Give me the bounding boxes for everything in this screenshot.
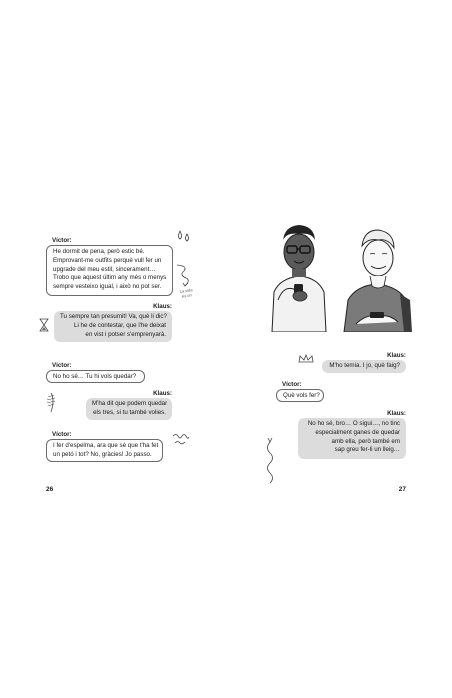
feather-icon xyxy=(46,392,56,414)
page-number: 27 xyxy=(398,486,406,493)
scribble-icon xyxy=(172,432,190,446)
incoming-message-bubble xyxy=(86,398,172,420)
hourglass-icon xyxy=(38,318,50,332)
outgoing-message-bubble xyxy=(276,389,324,402)
message-line: upgrade del meu estil, sincerament… xyxy=(53,265,156,273)
incoming-message-bubble xyxy=(298,418,406,459)
outgoing-message-bubble xyxy=(46,439,163,462)
doodle-note: La vida és un xyxy=(179,287,193,299)
message-line: sap greu fer-li un lleig… xyxy=(334,446,400,454)
message-line: Trobo que aquest últim any més o menys xyxy=(53,274,167,282)
message-line: M'ha dit que podem quedar xyxy=(92,400,168,407)
message-line: especialment ganes de quedar xyxy=(315,428,400,436)
speaker-label: Víctor: xyxy=(52,362,72,369)
message-line: M'ho temia. I jo, què faig? xyxy=(329,362,400,369)
page-number: 26 xyxy=(46,486,54,493)
incoming-message-bubble xyxy=(54,311,172,342)
speaker-label: Klaus: xyxy=(153,390,172,397)
message-line: I fer d'espelma, ara que sé que t'ha fet xyxy=(53,442,159,449)
two-boys-with-phones-illustration xyxy=(266,220,426,332)
message-line: Què vols fer? xyxy=(283,392,320,399)
right-page xyxy=(226,0,452,698)
message-line: Li he de contestar, que l'he deixat xyxy=(74,321,166,329)
message-line: Tu sempre tan presumit! Va, què li dic? xyxy=(60,313,167,320)
message-line: No ho sé, bro… O sigui…, no tinc xyxy=(307,420,400,427)
message-line: amb ella, però també em xyxy=(331,437,400,445)
message-line: sempre vesteixo igual, i això no pot ser. xyxy=(53,283,162,291)
crown-icon xyxy=(298,354,314,364)
speaker-label: Klaus: xyxy=(387,410,406,417)
outgoing-message-bubble xyxy=(46,245,173,296)
message-line: un petó i tot? No, gràcies! Jo passo. xyxy=(53,450,152,458)
speaker-label: Víctor: xyxy=(52,237,72,244)
speaker-label: Víctor: xyxy=(52,431,72,438)
speaker-label: Klaus: xyxy=(387,352,406,359)
water-drops-icon xyxy=(176,228,192,244)
incoming-message-bubble xyxy=(322,360,406,373)
message-line: No ho sé… Tu hi vols quedar? xyxy=(53,373,137,380)
outgoing-message-bubble xyxy=(46,370,145,383)
message-line: els tres, si tu també volies. xyxy=(93,408,166,416)
speaker-label: Klaus: xyxy=(153,303,172,310)
message-line: He dormit de pena, però estic bé. xyxy=(53,248,145,255)
speaker-label: Víctor: xyxy=(282,381,302,388)
squiggle-line-icon xyxy=(264,436,276,484)
message-line: Emprovant-me outfits perquè vull fer un xyxy=(53,256,162,264)
message-line: en vist i potser s'emprenyarà. xyxy=(85,330,166,338)
swirl-arrow-icon xyxy=(174,262,194,290)
